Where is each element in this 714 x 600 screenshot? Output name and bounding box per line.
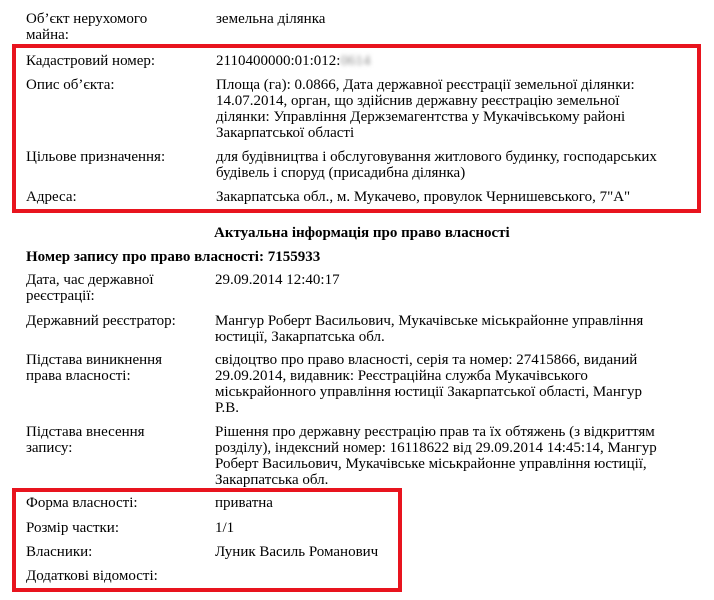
cadastral-value — [216, 53, 370, 69]
ownership-form-value: приватна — [215, 495, 273, 511]
registrar-value: Мангур Роберт Васильович, Мукачівське міськрайонне управління юстиції, Закарпатська обл. — [215, 313, 644, 345]
purpose-value: для будівництва і обслуговування житлового будинку, господарських будівель і споруд (присадибна ділянка) — [216, 149, 657, 181]
description-value: Площа (га): 0.0866, Дата державної реєстрації земельної ділянки: 14.07.2014, орган, що здійснив державну реєстрацію земельної ділянки: Управління Держземагентства у Мукачівському районі Закарпатської області — [216, 77, 635, 141]
object-type-value: земельна ділянка — [216, 11, 326, 27]
address-value: Закарпатська обл., м. Мукачево, провулок Чернишевського, 7"А" — [216, 189, 631, 205]
cadastral-label: Кадастровий номер: — [26, 53, 156, 69]
description-label: Опис об’єкта: — [26, 77, 115, 93]
registration-date-value: 29.09.2014 12:40:17 — [215, 272, 340, 288]
ownership-heading: Актуальна інформація про право власності — [214, 225, 510, 241]
ownership-basis-label: Підстава виникнення права власності: — [26, 352, 163, 384]
ownership-form-label: Форма власності: — [26, 495, 138, 511]
registration-date-label: Дата, час державної реєстрації: — [26, 272, 154, 304]
cadastral-number: 2110400000:01:012: — [216, 53, 341, 69]
owners-value: Луник Василь Романович — [215, 544, 379, 560]
registrar-label: Державний реєстратор: — [26, 313, 176, 329]
entry-basis-value: Рішення про державну реєстрацію прав та їх обтяжень (з відкриттям розділу), індексний номер: 16118622 від 29.09.2014 14:45:14, Мангур Роберт Васильович, Мукачівське міськрайонне управління юстиції, Закарпатська обл. — [215, 424, 657, 488]
share-size-value: 1/1 — [215, 520, 235, 536]
ownership-basis-value: свідоцтво про право власності, серія та номер: 27415866, виданий 29.09.2014, видавник: Реєстраційна служба Мукачівського міськрайонного управління юстиції Закарпатської області, Мангур Р.В. — [215, 352, 643, 416]
ownership-record-number: Номер запису про право власності: 7155933 — [26, 249, 321, 265]
additional-info-label: Додаткові відомості: — [26, 568, 158, 584]
address-label: Адреса: — [26, 189, 77, 205]
purpose-label: Цільове призначення: — [26, 149, 166, 165]
share-size-label: Розмір частки: — [26, 520, 119, 536]
entry-basis-label: Підстава внесення запису: — [26, 424, 145, 456]
object-type-label: Об’єкт нерухомого майна: — [26, 11, 148, 43]
owners-label: Власники: — [26, 544, 93, 560]
cadastral-masked: 0614 — [340, 53, 371, 69]
